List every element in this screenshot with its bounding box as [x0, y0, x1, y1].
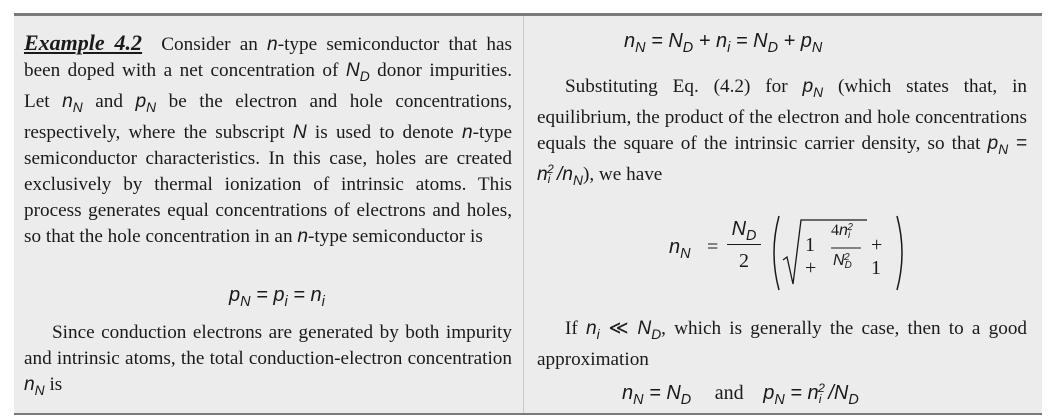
text: -type semiconductor is [308, 225, 483, 247]
text: Since conduction electrons are generated by both impurity and intrinsic atoms, the total conduction-electron concentration [24, 322, 512, 369]
example-title: Example 4.2 [24, 30, 143, 55]
text: is used to denote [314, 121, 454, 143]
text: be the electron and hole concentrations, respectively, where the subscript [24, 90, 512, 143]
example-box: Example 4.2 Consider an n-type semiconductor that has been doped with a net concentration of $N_D$ donor impurities. Let $n_N$ and $p_N$ be the electron and hole concentrations, respectively, where the subscript N is used to denote n-type semiconductor characteristics. In this case, holes are created exclusively by thermal ionization of intrinsic atoms. This process generates equal concentrations of electrons and holes, so that the hole concentration in an n-type semiconductor is $p_N = p_i = n_i$ Since conduction electrons are generated by both impurity and intrinsic atoms, the total conduction-electron concentration $n_N$ is $n_N = N_D + n_i = N_D + p_N$ Substituting Eq. (4.2) for $p_N$ (which states that, in equilibrium, the product of the electron and hole concentrations equals the square of the intrinsic carrier density, so that $p_N = n^2i$ $/n_N$), we have $n_N$ = $N_D$ 2 1 + $4n^2i$ $N^2D$ + 1 If $n_i$ ≪ $N_D$, which is generally the case, then to a good approximation $n_N = N_D$ and $p_N = n^2i$ $/N_D$ [14, 13, 1042, 415]
text: ), we have [582, 163, 663, 185]
equation-hole-concentration: $p_N = p_i = n_i$ [229, 284, 325, 311]
var-ND: $N_D$ [345, 60, 370, 84]
var-pN: $p_N$ [802, 76, 824, 100]
text: is [49, 374, 63, 395]
text: (which states that, in equilibrium, the product of the electron and hole concentrations equals the square of the intrinsic carrier density, so that [537, 76, 1028, 154]
text: -type semiconductor that has been doped with a net concentration of [24, 34, 512, 81]
text: Consider an [161, 34, 258, 55]
paragraph-2 [24, 320, 512, 403]
var-n: n [461, 121, 473, 143]
paragraph-3 [537, 74, 1027, 192]
var-nN: $n_N$ [24, 374, 45, 398]
var-pN: $p_N$ [135, 90, 157, 115]
text: Substituting Eq. (4.2) for [565, 76, 788, 97]
var-nN: $n_N$ [62, 90, 83, 115]
text: donor impurities. Let [24, 60, 512, 112]
paragraph-4 [537, 316, 1027, 373]
text: and [95, 90, 123, 112]
paragraph-1 [24, 30, 512, 250]
var-n: n [297, 225, 309, 247]
left-column [24, 30, 512, 250]
inline-condition: $n_i$ ≪ $N_D$ [586, 318, 662, 342]
equation-charge-neutrality: $n_N = N_D + n_i = N_D + p_N$ [624, 30, 823, 57]
var-n: n [267, 34, 278, 55]
equation-approximation: $n_N = N_D$ and $p_N = n^2i$ $/N_D$ [622, 381, 859, 409]
text: , which is generally the case, then to a good approximation [537, 318, 1028, 370]
inline-equation: $p_N = n^2i$ $/n_N$ [537, 132, 1028, 188]
column-divider [523, 16, 524, 413]
text: If [565, 318, 578, 339]
var-N: N [292, 121, 307, 143]
text: -type semiconductor characteristics. In this case, holes are created exclusively by thermal ionization of intrinsic atoms. This process generates equal concentrations of electrons and holes, so that the hole concentration in an [24, 121, 513, 247]
text-and: and [714, 382, 744, 404]
